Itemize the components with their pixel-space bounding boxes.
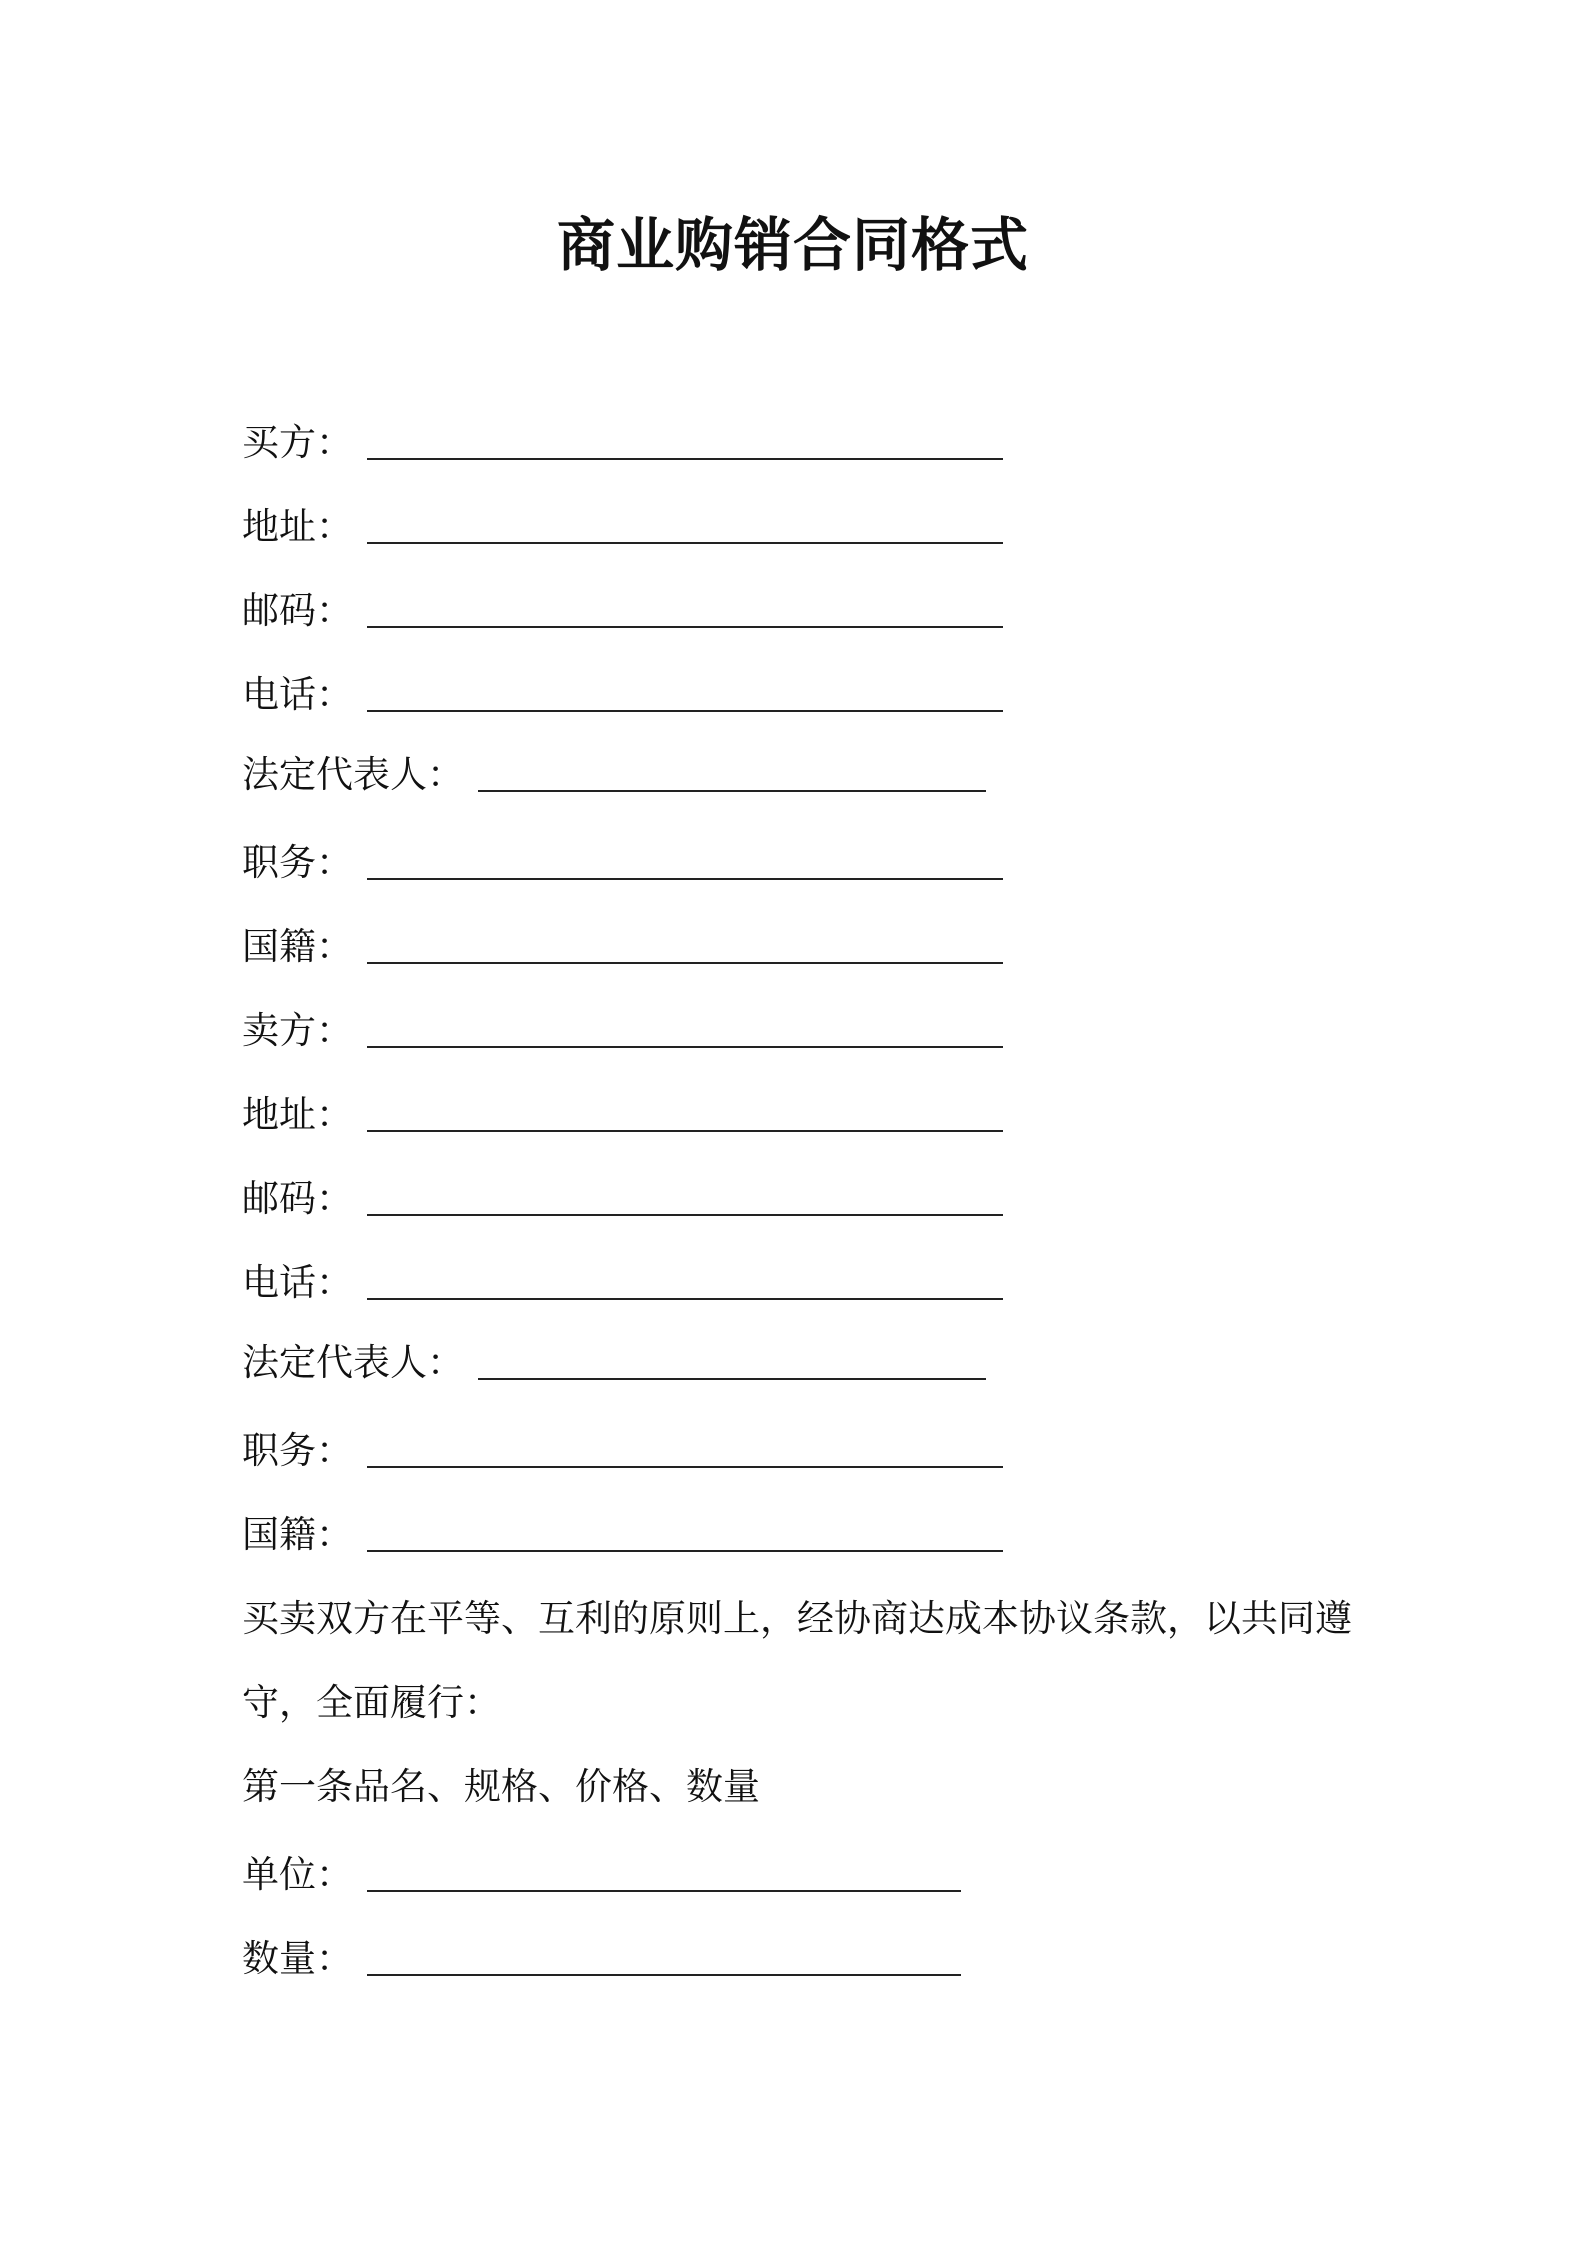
buyer-nationality-field — [242, 922, 1003, 972]
quantity-field — [242, 1934, 961, 1984]
seller-address-label: 地址： — [242, 1093, 353, 1136]
buyer-position-blank[interactable] — [367, 844, 1003, 880]
buyer-postcode-label: 邮码： — [242, 589, 353, 632]
buyer-label: 买方： — [242, 421, 353, 464]
seller-legal-rep-field — [242, 1338, 986, 1388]
buyer-legal-rep-field — [242, 750, 986, 800]
seller-nationality-blank[interactable] — [367, 1516, 1003, 1552]
buyer-phone-label: 电话： — [242, 673, 353, 716]
buyer-postcode-blank[interactable] — [367, 592, 1003, 628]
seller-phone-label: 电话： — [242, 1261, 353, 1304]
document-title: 商业购销合同格式 — [556, 211, 1029, 279]
buyer-nationality-label: 国籍： — [242, 925, 353, 968]
buyer-legal-rep-label: 法定代表人： — [242, 753, 464, 796]
unit-label: 单位： — [242, 1853, 353, 1896]
buyer-address-label: 地址： — [242, 505, 353, 548]
seller-postcode-field — [242, 1174, 1003, 1224]
buyer-address-field — [242, 502, 1003, 552]
seller-label: 卖方： — [242, 1009, 353, 1052]
buyer-phone-blank[interactable] — [367, 676, 1003, 712]
intro-paragraph-line1: 买卖双方在平等、互利的原则上，经协商达成本协议条款，以共同遵 — [242, 1597, 1352, 1640]
buyer-position-label: 职务： — [242, 841, 353, 884]
buyer-address-blank[interactable] — [367, 508, 1003, 544]
seller-phone-field — [242, 1258, 1003, 1308]
quantity-blank[interactable] — [367, 1940, 961, 1976]
buyer-phone-field — [242, 670, 1003, 720]
buyer-legal-rep-blank[interactable] — [478, 756, 986, 792]
seller-nationality-field — [242, 1510, 1003, 1560]
seller-legal-rep-label: 法定代表人： — [242, 1341, 464, 1384]
unit-field — [242, 1850, 961, 1900]
quantity-label: 数量： — [242, 1937, 353, 1980]
seller-position-blank[interactable] — [367, 1432, 1003, 1468]
unit-blank[interactable] — [367, 1856, 961, 1892]
seller-postcode-blank[interactable] — [367, 1180, 1003, 1216]
seller-field — [242, 1006, 1003, 1056]
seller-blank[interactable] — [367, 1012, 1003, 1048]
seller-phone-blank[interactable] — [367, 1264, 1003, 1300]
article1-heading: 第一条品名、规格、价格、数量 — [242, 1765, 760, 1808]
intro-paragraph-line2: 守，全面履行： — [242, 1681, 501, 1724]
seller-position-label: 职务： — [242, 1429, 353, 1472]
buyer-blank[interactable] — [367, 424, 1003, 460]
seller-address-field — [242, 1090, 1003, 1140]
buyer-field — [242, 418, 1003, 468]
seller-postcode-label: 邮码： — [242, 1177, 353, 1220]
seller-position-field — [242, 1426, 1003, 1476]
buyer-postcode-field — [242, 586, 1003, 636]
seller-nationality-label: 国籍： — [242, 1513, 353, 1556]
buyer-position-field — [242, 838, 1003, 888]
buyer-nationality-blank[interactable] — [367, 928, 1003, 964]
seller-address-blank[interactable] — [367, 1096, 1003, 1132]
seller-legal-rep-blank[interactable] — [478, 1344, 986, 1380]
